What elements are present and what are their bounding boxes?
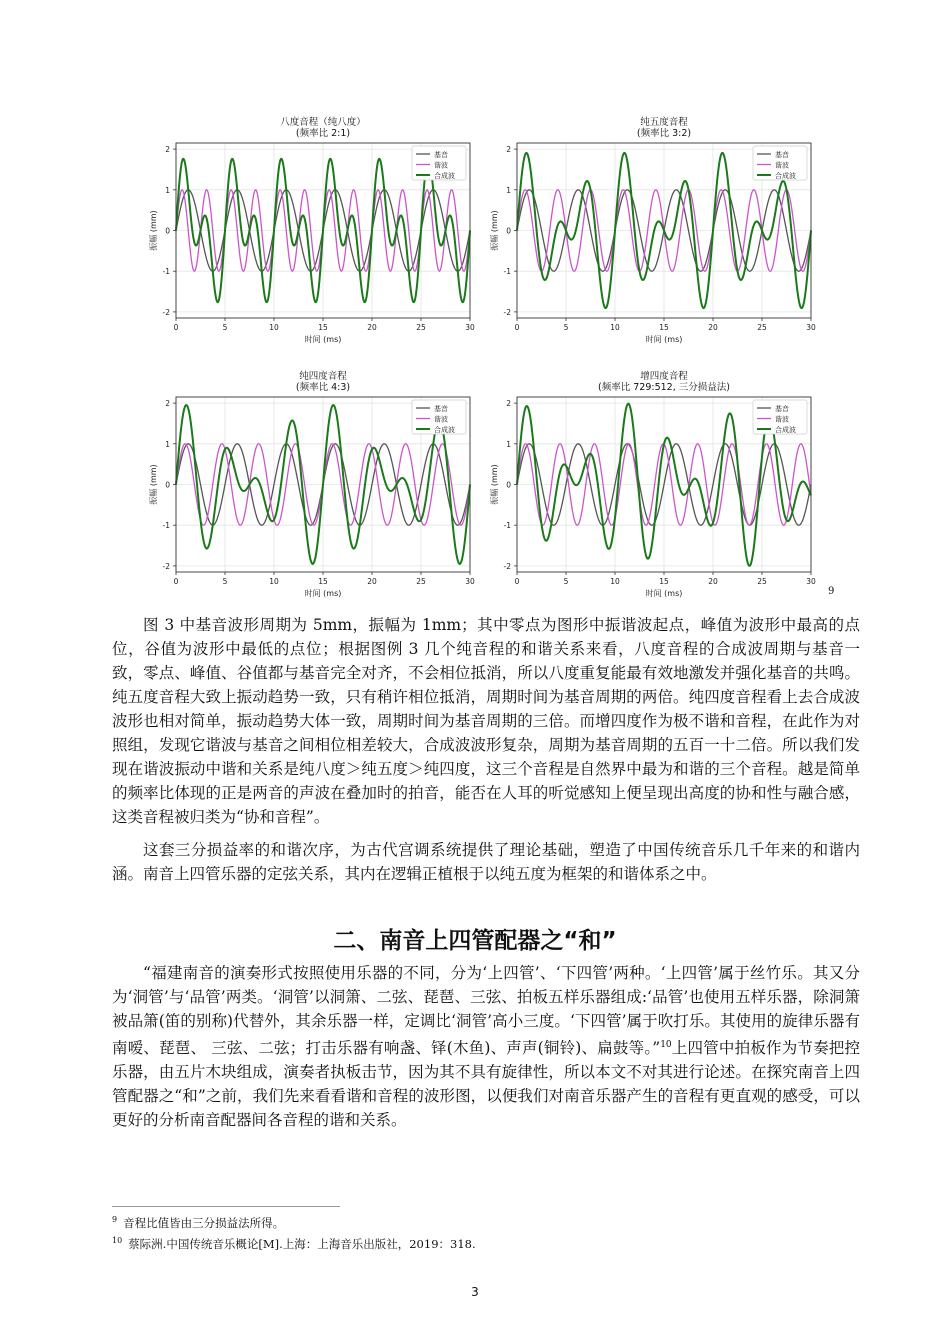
x-tick-label: 10 xyxy=(610,323,620,332)
x-tick-label: 30 xyxy=(806,323,816,332)
paragraph-2: 这套三分损益率的和谐次序，为古代宫调系统提供了理论基础，塑造了中国传统音乐几千年来的和谐内涵。南音上四管乐器的定弦关系，其内在逻辑正植根于以纯五度为框架的和谐体系之中。 xyxy=(112,841,860,883)
x-tick-label: 20 xyxy=(708,323,718,332)
x-tick-label: 25 xyxy=(757,577,767,586)
x-axis-label: 时间 (ms) xyxy=(304,589,342,598)
y-tick-label: 1 xyxy=(506,185,511,195)
chart-panel-2 xyxy=(489,116,816,344)
chart-title: 纯四度音程 xyxy=(299,371,347,382)
y-tick-label: 2 xyxy=(506,399,511,409)
chart-subtitle: (频率比 4:3) xyxy=(295,382,351,393)
x-axis-label: 时间 (ms) xyxy=(304,335,342,344)
x-tick-label: 30 xyxy=(465,323,475,332)
x-tick-label: 0 xyxy=(514,323,520,332)
footnote-divider xyxy=(112,1206,340,1207)
chart-subtitle: (频率比 2:1) xyxy=(295,128,351,139)
legend-label: 谐波 xyxy=(434,161,448,170)
x-axis-label: 时间 (ms) xyxy=(645,589,683,598)
legend-label: 合成波 xyxy=(434,172,455,180)
x-tick-label: 20 xyxy=(367,577,377,586)
y-tick-label: -2 xyxy=(162,561,170,571)
legend-label: 合成波 xyxy=(434,426,455,434)
legend-label: 谐波 xyxy=(434,415,448,424)
x-tick-label: 25 xyxy=(416,323,426,332)
y-tick-label: -2 xyxy=(162,307,170,317)
y-tick-label: 0 xyxy=(165,480,170,490)
x-tick-label: 15 xyxy=(318,577,328,586)
legend-label: 合成波 xyxy=(775,172,796,180)
legend-label: 基音 xyxy=(775,151,789,159)
chart-panel-4 xyxy=(489,370,816,598)
y-tick-label: 2 xyxy=(165,399,170,409)
y-tick-label: 2 xyxy=(506,145,511,155)
y-tick-label: -1 xyxy=(503,521,511,531)
x-tick-label: 20 xyxy=(708,577,718,586)
y-axis-label: 振幅 (mm) xyxy=(490,464,499,505)
y-axis-label: 振幅 (mm) xyxy=(490,210,499,251)
page-number: 3 xyxy=(471,1285,479,1299)
y-tick-label: 0 xyxy=(506,226,511,236)
footnote-ref-10: 10 xyxy=(660,1040,672,1050)
y-tick-label: 1 xyxy=(506,439,511,449)
chart-title: 八度音程（纯八度） xyxy=(280,117,366,128)
chart-title: 纯五度音程 xyxy=(640,117,688,128)
y-tick-label: -1 xyxy=(162,267,170,277)
x-tick-label: 10 xyxy=(269,577,279,586)
legend-label: 合成波 xyxy=(775,426,796,434)
y-tick-label: -1 xyxy=(162,521,170,531)
y-tick-label: 1 xyxy=(165,439,170,449)
x-tick-label: 10 xyxy=(269,323,279,332)
x-tick-label: 5 xyxy=(563,577,569,586)
section-heading: 二、南音上四管配器之“和” xyxy=(333,928,617,954)
y-tick-label: 2 xyxy=(165,145,170,155)
x-tick-label: 15 xyxy=(659,577,669,586)
x-tick-label: 20 xyxy=(367,323,377,332)
chart-panel-3 xyxy=(148,370,475,598)
chart-title: 增四度音程 xyxy=(640,371,688,382)
y-axis-label: 振幅 (mm) xyxy=(149,210,158,251)
x-tick-label: 5 xyxy=(222,323,228,332)
x-tick-label: 5 xyxy=(222,577,228,586)
legend-label: 基音 xyxy=(434,405,448,413)
y-tick-label: 0 xyxy=(506,480,511,490)
paragraph-3-quote: “福建南音的演奏形式按照使用乐器的不同，分为‘上四管’、‘下四管’两种。‘上四管’属于丝竹乐。其又分为‘洞管’与‘品管’两类。‘洞管’以洞箫、二弦、琵琶、三弦、拍板五样乐器组成:‘品管’也使用五样乐器，除洞箫被品箫(笛的别称)代替外，其余乐器一样，定调比‘洞管’高小三度。‘下四管’属于吹打乐。其使用的旋律乐器有南嗳、琵琶、 三弦、二弦；打击乐器有响盏、铎(木鱼)、声声(铜铃)、扁鼓等。” xyxy=(112,964,860,1058)
x-tick-label: 5 xyxy=(563,323,569,332)
y-tick-label: 0 xyxy=(165,226,170,236)
y-tick-label: -2 xyxy=(503,561,511,571)
footnote-9 xyxy=(112,1215,284,1231)
x-tick-label: 30 xyxy=(465,577,475,586)
chart-subtitle: (频率比 729:512, 三分损益法) xyxy=(598,382,730,393)
x-tick-label: 25 xyxy=(416,577,426,586)
figure-3 xyxy=(0,0,950,612)
x-tick-label: 15 xyxy=(318,323,328,332)
legend-label: 基音 xyxy=(434,151,448,159)
waveform-figure xyxy=(0,0,950,612)
paragraph-3 xyxy=(112,961,860,1132)
chart-subtitle: (频率比 3:2) xyxy=(636,128,692,139)
x-tick-label: 15 xyxy=(659,323,669,332)
y-axis-label: 振幅 (mm) xyxy=(149,464,158,505)
y-tick-label: 1 xyxy=(165,185,170,195)
paragraph-3-body: 上四管中拍板作为节奏把控乐器，由五片木块组成，演奏者执板击节，因为其不具有旋律性，所以本文不对其进行论述。在探究南音上四管配器之“和”之前，我们先来看看谐和音程的波形图，以便我们对南音乐器产生的音程有更直观的感受，可以更好的分析南音配器间各音程的谐和关系。 xyxy=(112,1039,860,1130)
legend-label: 基音 xyxy=(775,405,789,413)
footnote-mark: 9 xyxy=(112,1215,118,1225)
figure-footnote-ref: 9 xyxy=(828,586,835,597)
x-tick-label: 0 xyxy=(173,323,179,332)
y-tick-label: -2 xyxy=(503,307,511,317)
legend-label: 谐波 xyxy=(775,415,789,424)
paragraph-1: 图 3 中基音波形周期为 5mm，振幅为 1mm；其中零点为图形中振谐波起点，峰值为波形中最高的点位，谷值为波形中最低的点位；根据图例 3 几个纯音程的和谐关系来看，八度音程的合成波周期与基音一致，零点、峰值、谷值都与基音完全对齐，不会相位抵消，所以八度重复能最有效地激发并强化基音的共鸣。纯五度音程大致上振动趋势一致，只有稍许相位抵消，周期时间为基音周期的两倍。纯四度音程看上去合成波波形也相对简单，振动趋势大体一致，周期时间为基音周期的三倍。而增四度作为极不谐和音程，在此作为对照组，发现它谐波与基音之间相位相差较大，合成波波形复杂，周期为基音周期的五百一十二倍。所以我们发现在谐波振动中谐和关系是纯八度＞纯五度＞纯四度，这三个音程是自然界中最为和谐的三个音程。越是简单的频率比体现的正是两音的声波在叠加时的拍音，能否在人耳的听觉感知上便呈现出高度的协和性与融合感，这类音程被归类为“协和音程”。 xyxy=(112,616,860,826)
footnote-mark: 10 xyxy=(112,1236,123,1246)
legend-label: 谐波 xyxy=(775,161,789,170)
x-tick-label: 10 xyxy=(610,577,620,586)
footnote-text: 音程比值皆由三分损益法所得。 xyxy=(123,1216,285,1230)
footnote-10 xyxy=(112,1236,476,1252)
x-tick-label: 0 xyxy=(173,577,179,586)
x-tick-label: 0 xyxy=(514,577,520,586)
x-axis-label: 时间 (ms) xyxy=(645,335,683,344)
chart-panel-1 xyxy=(148,116,475,344)
y-tick-label: -1 xyxy=(503,267,511,277)
x-tick-label: 25 xyxy=(757,323,767,332)
footnote-text: 蔡际洲.中国传统音乐概论[M].上海：上海音乐出版社，2019：318. xyxy=(128,1237,476,1251)
x-tick-label: 30 xyxy=(806,577,816,586)
